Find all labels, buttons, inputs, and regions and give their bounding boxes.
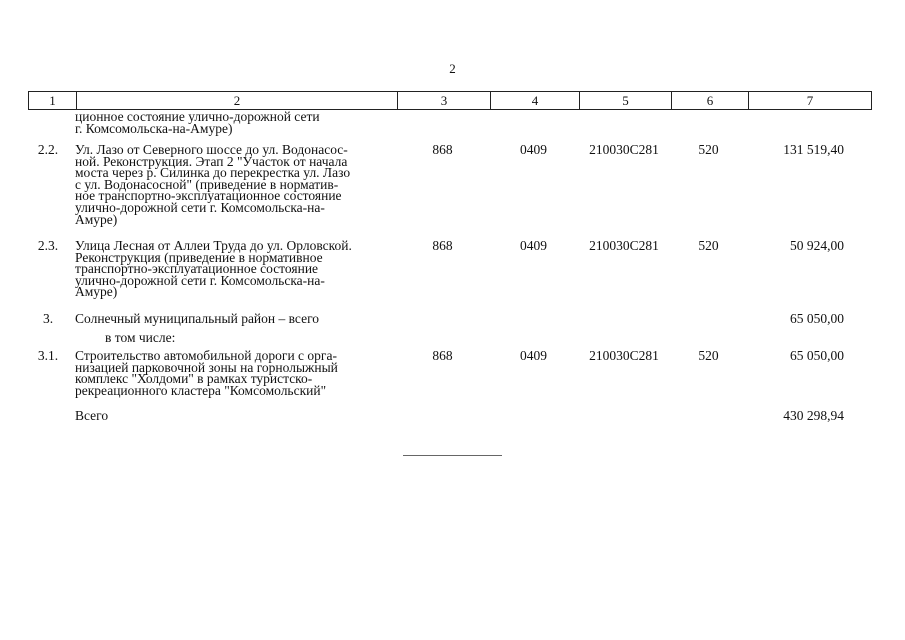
header-col-5: 5 [580, 92, 672, 109]
row-col-4: 0409 [520, 142, 547, 157]
page-number: 2 [449, 61, 456, 76]
text-line: Строительство автомобильной дороги с орга- [75, 348, 337, 363]
text-line: Амуре) [75, 284, 118, 300]
text-line: Амуре) [75, 211, 118, 227]
text-line: Ул. Лазо от Северного шоссе до ул. Водонасос- [75, 142, 348, 157]
text-line: Всего [75, 408, 109, 423]
row-number: 3.1. [37, 348, 59, 363]
text-line: транспортно-эксплуатационное состояние [75, 261, 319, 277]
row-number: 2.3. [37, 238, 59, 253]
row-col-7: 65 050,00 [790, 348, 844, 363]
row-description [75, 240, 395, 298]
row-col-6: 520 [698, 348, 719, 363]
row-col-5: 210030С281 [589, 238, 659, 253]
text-line: комплекс "Холдоми" в рамках туристско- [75, 371, 313, 387]
row-col-4: 0409 [520, 348, 547, 363]
header-col-7: 7 [806, 93, 814, 108]
text-line: ное транспортно-эксплуатационное состояние [75, 188, 342, 204]
header-col-6: 6 [672, 92, 749, 109]
row-col-3: 868 [432, 142, 453, 157]
total-value: 430 298,94 [783, 408, 844, 423]
continuation-text [75, 111, 395, 134]
row-col-5: 210030С281 [589, 348, 659, 363]
text-line: улично-дорожной сети г. Комсомольска-на- [75, 199, 325, 215]
text-line: г. Комсомольска-на-Амуре) [75, 120, 233, 136]
text-line: Улица Лесная от Аллеи Труда до ул. Орловской. [75, 238, 352, 253]
header-col-3: 3 [398, 92, 491, 109]
text-line: низацией парковочной зоны на горнолыжный [75, 359, 338, 375]
end-rule [403, 455, 502, 456]
text-line: в том числе: [105, 330, 176, 345]
row-col-4: 0409 [520, 238, 547, 253]
row-description [75, 350, 395, 396]
text-line: ной. Реконструкция. Этап 2 "Участок от начала [75, 153, 348, 169]
text-line: с ул. Водонасосной" (приведение в норматив- [75, 176, 339, 192]
subtotal-note [105, 332, 425, 344]
row-col-7: 50 924,00 [790, 238, 844, 253]
row-number: 3. [42, 311, 54, 326]
row-col-5: 210030С281 [589, 142, 659, 157]
text-line: улично-дорожной сети г. Комсомольска-на- [75, 272, 325, 288]
text-line: моста через р. Силинка до перекрестка ул. Лазо [75, 165, 351, 181]
text-line: ционное состояние улично-дорожной сети [75, 109, 320, 124]
header-col-2: 2 [77, 92, 398, 109]
row-col-6: 520 [698, 238, 719, 253]
header-col-4: 4 [491, 92, 580, 109]
row-col-6: 520 [698, 142, 719, 157]
table-header-row [28, 91, 872, 110]
total-label [75, 410, 395, 422]
text-line: рекреационного кластера "Комсомольский" [75, 382, 327, 398]
text-line: Реконструкция (приведение в нормативное [75, 249, 323, 265]
row-number: 2.2. [37, 142, 59, 157]
row-col-7: 131 519,40 [783, 142, 844, 157]
row-col-3: 868 [432, 348, 453, 363]
row-col-3: 868 [432, 238, 453, 253]
row-col-7: 65 050,00 [790, 311, 844, 326]
row-description [75, 313, 395, 325]
header-col-1: 1 [29, 92, 77, 109]
text-line: Солнечный муниципальный район – всего [75, 311, 320, 326]
row-description [75, 144, 395, 225]
